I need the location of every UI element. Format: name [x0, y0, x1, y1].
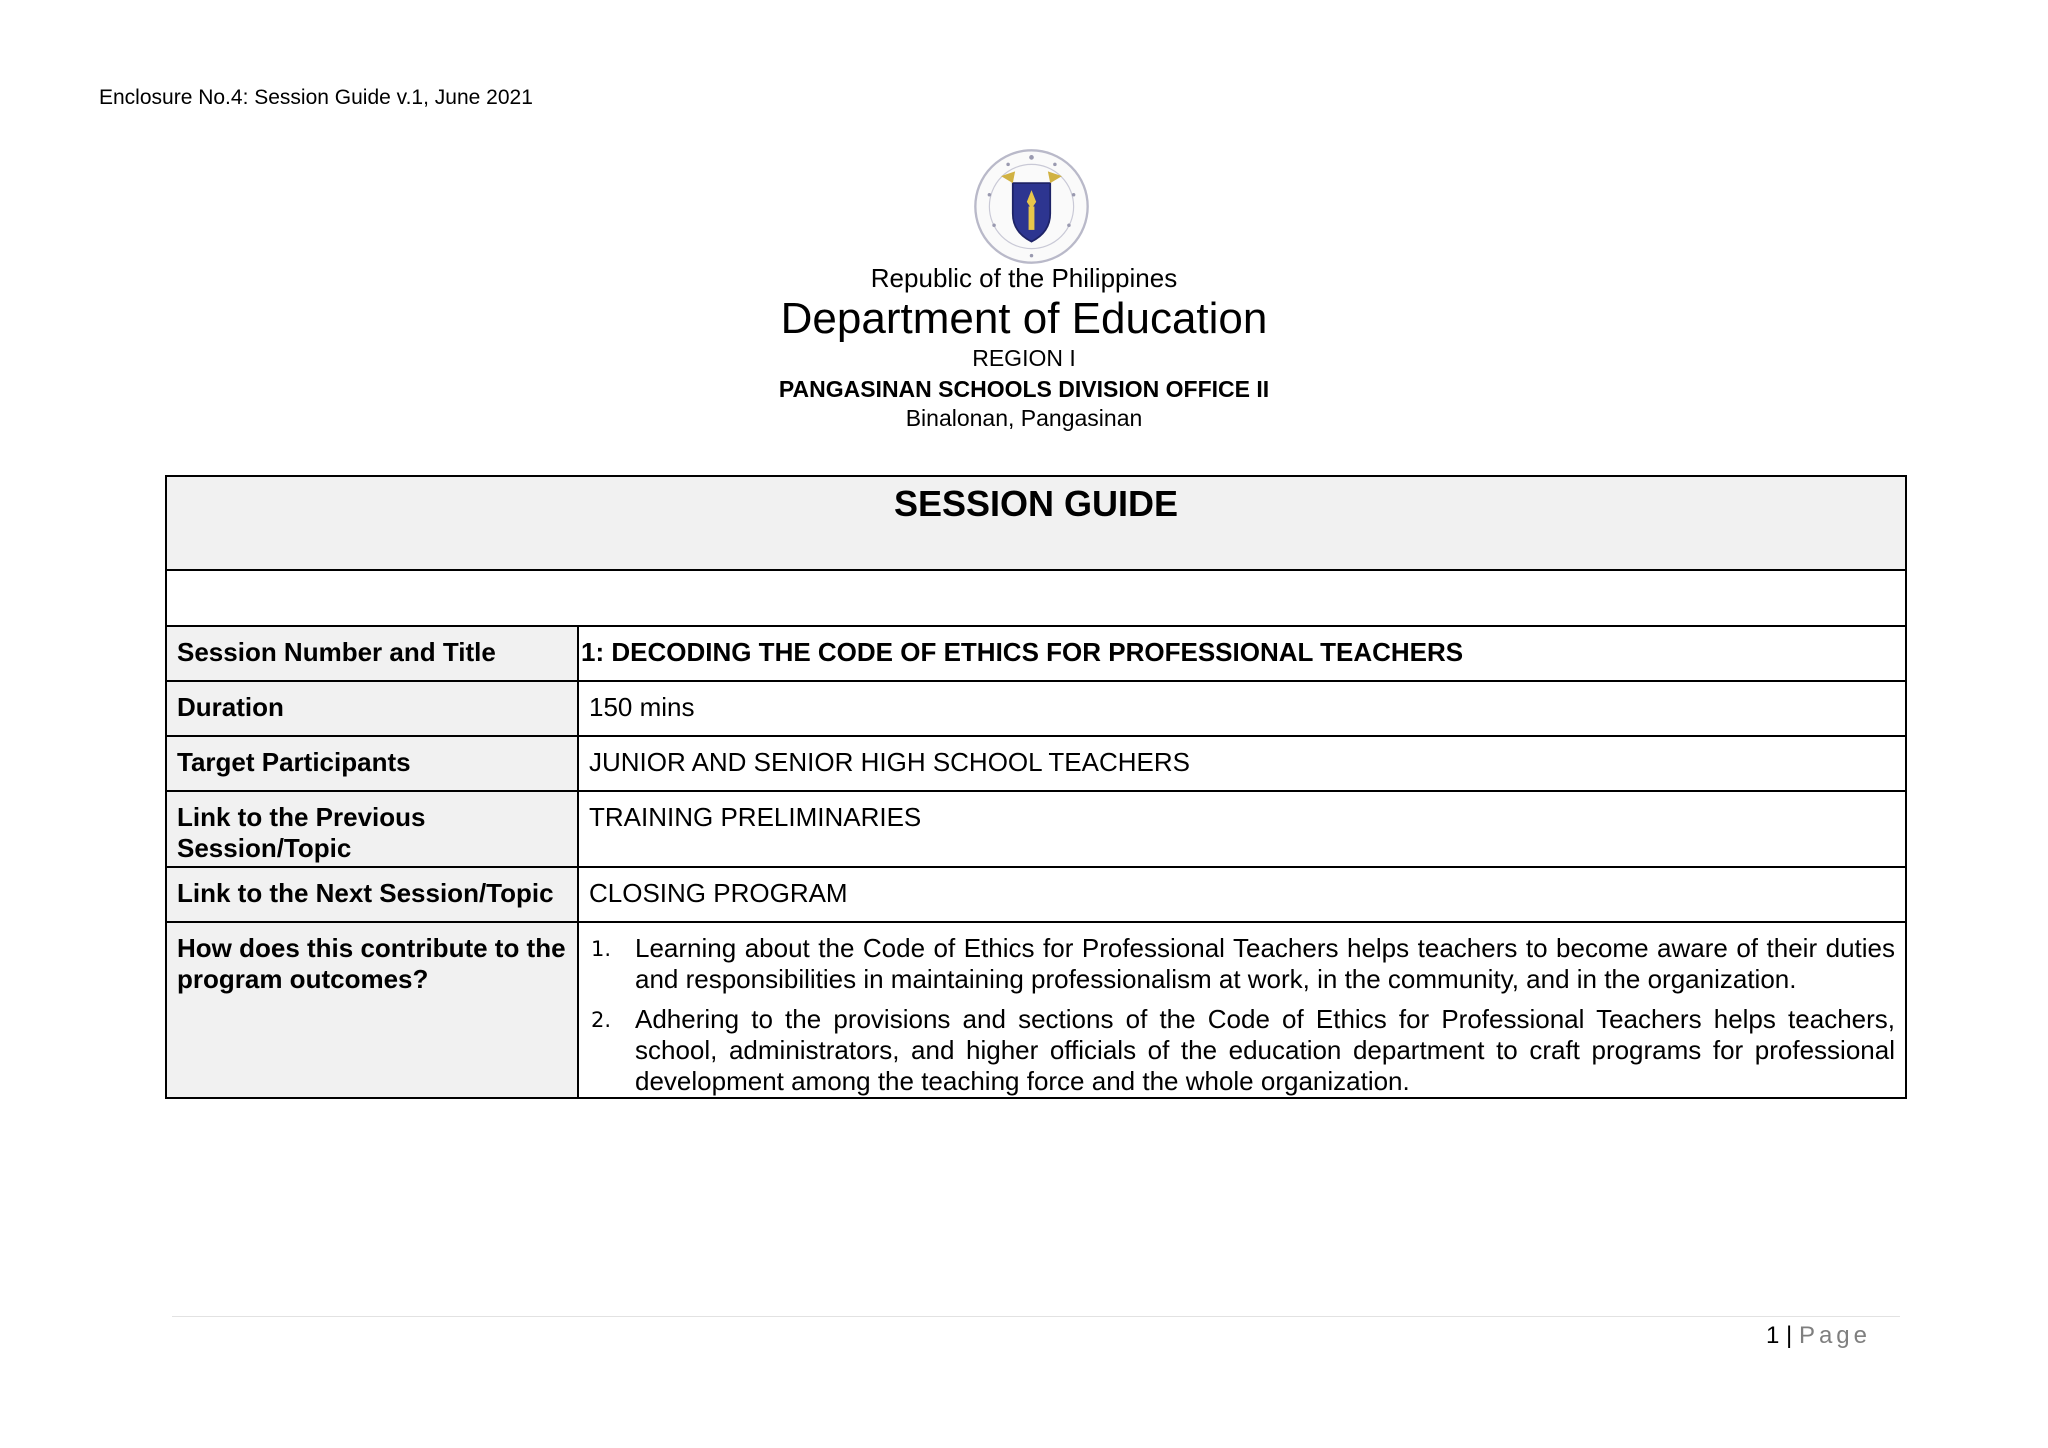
republic-heading: Republic of the Philippines	[870, 263, 1178, 293]
table-row	[166, 922, 1906, 1098]
outcomes-list	[589, 933, 1895, 1097]
list-item	[589, 933, 1895, 995]
row-label-next: Link to the Next Session/Topic	[166, 867, 578, 922]
row-value-next: CLOSING PROGRAM	[578, 867, 1906, 922]
page-separator: |	[1779, 1322, 1799, 1349]
table-row	[166, 867, 1906, 922]
row-label-previous: Link to the Previous Session/Topic	[166, 791, 578, 867]
division-heading: PANGASINAN SCHOOLS DIVISION OFFICE II	[778, 376, 1270, 402]
row-value-outcomes	[578, 922, 1906, 1098]
row-label-session-title: Session Number and Title	[166, 626, 578, 681]
row-label-duration: Duration	[166, 681, 578, 736]
table-row	[166, 791, 1906, 867]
region-heading: REGION I	[972, 345, 1076, 371]
table-row	[166, 626, 1906, 681]
list-item-number: 2.	[591, 1008, 612, 1032]
row-label-outcomes: How does this contribute to the program outcomes?	[166, 922, 578, 1098]
table-row	[166, 736, 1906, 791]
blank-row	[166, 570, 1906, 626]
list-item-text: Learning about the Code of Ethics for Professional Teachers helps teachers to become aware of their duties and responsibilities in maintaining professionalism at work, in the community, and in the organization.	[635, 933, 1895, 994]
row-value-participants: JUNIOR AND SENIOR HIGH SCHOOL TEACHERS	[578, 736, 1906, 791]
row-label-participants: Target Participants	[166, 736, 578, 791]
department-heading: Department of Education	[780, 294, 1268, 343]
list-item-number: 1.	[591, 937, 612, 961]
location-heading: Binalonan, Pangasinan	[905, 405, 1143, 431]
page-number: 1	[1766, 1322, 1780, 1349]
enclosure-note: Enclosure No.4: Session Guide v.1, June 2021	[99, 86, 533, 109]
deped-seal-icon	[973, 148, 1090, 265]
row-value-previous: TRAINING PRELIMINARIES	[578, 791, 1906, 867]
row-value-duration: 150 mins	[578, 681, 1906, 736]
list-item	[589, 1004, 1895, 1097]
footer-divider	[172, 1316, 1900, 1317]
table-row	[166, 681, 1906, 736]
page-label: Page	[1798, 1322, 1871, 1349]
list-item-text: Adhering to the provisions and sections of the Code of Ethics for Professional Teachers helps teachers, school, administrators, and higher officials of the education department to craft programs for professional development among the teaching force and the whole organization.	[635, 1004, 1895, 1096]
row-value-session-title: 1: DECODING THE CODE OF ETHICS FOR PROFESSIONAL TEACHERS	[578, 626, 1906, 681]
page-footer	[1766, 1322, 1871, 1350]
session-guide-title: SESSION GUIDE	[166, 476, 1906, 570]
session-guide-table	[165, 475, 1907, 1099]
